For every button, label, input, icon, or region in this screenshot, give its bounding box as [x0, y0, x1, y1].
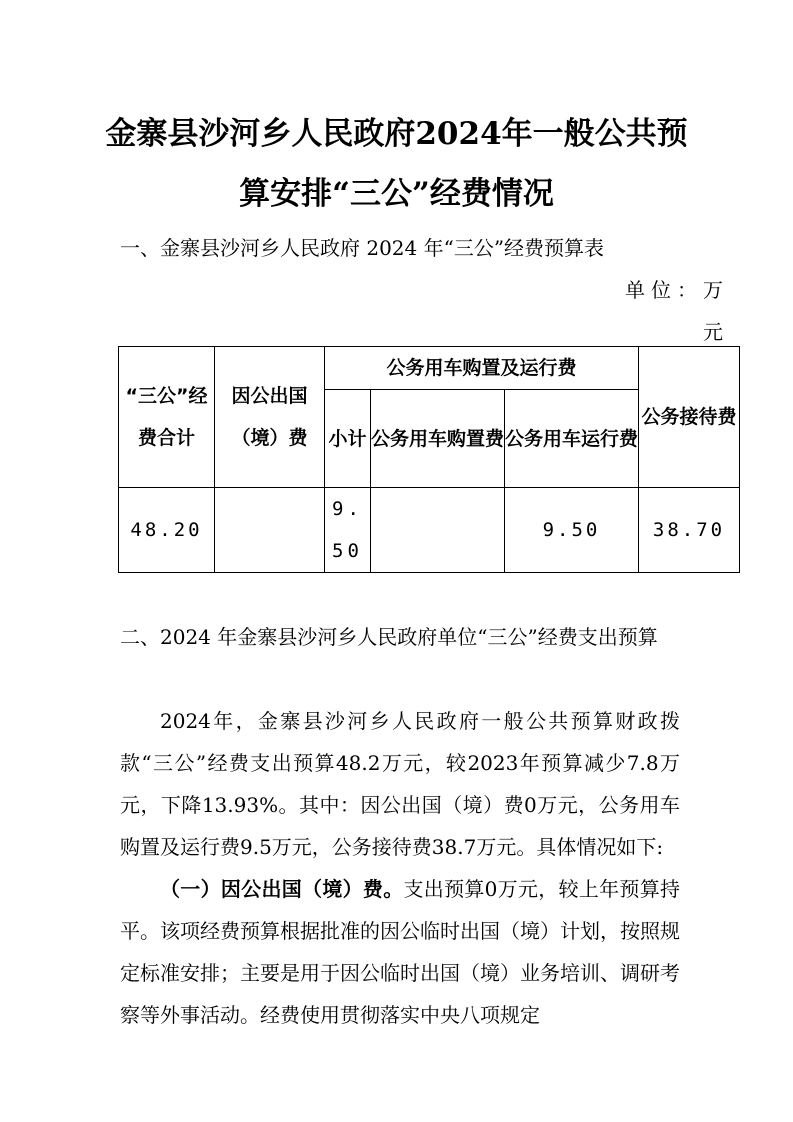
header-subtotal: 小计	[325, 390, 371, 488]
cell-overseas	[215, 488, 325, 573]
item-1-text: 支出预算0万元，较上年预算持平。该项经费预算根据批准的因公临时出国（境）计划，按照规定标准安排；主要是用于因公临时出国（境）业务培训、调研考察等外事活动。经费使用贯彻落实中央八项规定	[120, 877, 681, 1027]
cell-reception: 38.70	[639, 488, 740, 573]
document-title-line-2: 算安排“三公”经费情况	[239, 176, 554, 212]
paragraph-overseas	[120, 868, 680, 1036]
section-2-heading: 二、2024 年金寨县沙河乡人民政府单位“三公”经费支出预算	[120, 625, 658, 649]
cell-total: 48.20	[119, 488, 215, 573]
cell-vehicle-purchase	[371, 488, 505, 573]
header-vehicle-group: 公务用车购置及运行费	[325, 347, 639, 390]
cell-subtotal: 9.50	[325, 488, 371, 573]
document-title-line-1: 金寨县沙河乡人民政府2024年一般公共预	[105, 116, 688, 152]
item-1-label: （一）因公出国（境）费。	[160, 877, 404, 901]
unit-label-line-2: 元	[703, 320, 729, 344]
header-overseas: 因公出国（境）费	[215, 347, 325, 488]
header-vehicle-purchase: 公务用车购置费	[371, 390, 505, 488]
section-2-body	[120, 700, 680, 1036]
header-total: “三公”经费合计	[119, 347, 215, 488]
unit-label-line-1: 单位：万	[625, 278, 729, 302]
cell-vehicle-operation: 9.50	[505, 488, 639, 573]
header-reception: 公务接待费	[639, 347, 740, 488]
section-1-heading: 一、金寨县沙河乡人民政府 2024 年“三公”经费预算表	[120, 236, 605, 260]
table-row	[119, 488, 740, 573]
three-public-budget-table	[118, 346, 740, 573]
paragraph-summary: 2024年，金寨县沙河乡人民政府一般公共预算财政拨款“三公”经费支出预算48.2万元，较2023年预算减少7.8万元，下降13.93%。其中：因公出国（境）费0万元，公务用车购置及运行费9.5万元，公务接待费38.7万元。具体情况如下:	[120, 709, 680, 859]
header-vehicle-operation: 公务用车运行费	[505, 390, 639, 488]
